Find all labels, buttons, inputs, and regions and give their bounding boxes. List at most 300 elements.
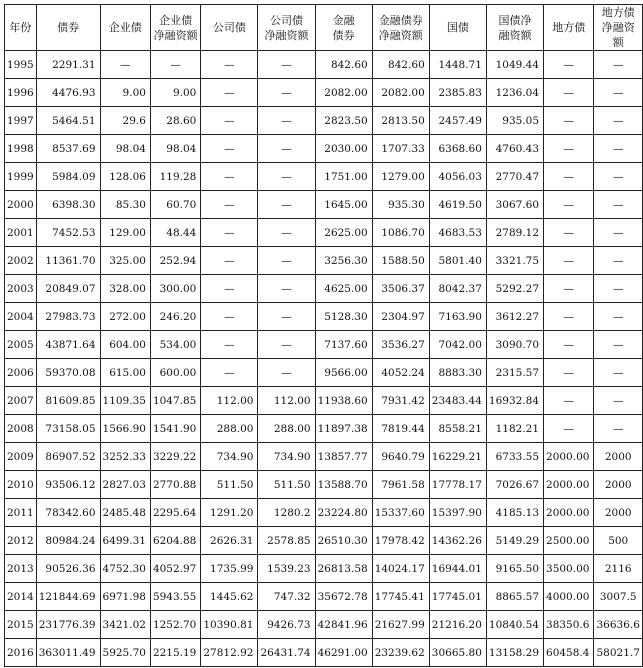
column-header-enterprise-bonds-net: 企业债 净融资额 — [150, 5, 200, 51]
table-cell: 3321.75 — [486, 247, 543, 275]
table-row — [5, 499, 643, 527]
table-cell: 78342.60 — [36, 499, 100, 527]
table-cell: — — [201, 79, 258, 107]
table-cell: 26813.58 — [315, 555, 372, 583]
table-row — [5, 415, 643, 443]
table-cell: 5984.09 — [36, 163, 100, 191]
year-cell: 2004 — [5, 303, 37, 331]
table-cell: 935.30 — [372, 191, 429, 219]
table-cell: 288.00 — [201, 415, 258, 443]
table-cell: 27983.73 — [36, 303, 100, 331]
table-cell: — — [594, 135, 643, 163]
column-header-treasury-bonds-net: 国债净 融资额 — [486, 5, 543, 51]
table-cell: 1236.04 — [486, 79, 543, 107]
table-cell: 2000 — [594, 443, 643, 471]
table-cell: 26431.74 — [258, 639, 315, 667]
year-cell: 2015 — [5, 611, 37, 639]
table-cell: — — [544, 51, 594, 79]
table-row — [5, 583, 643, 611]
table-cell: 2000.00 — [544, 499, 594, 527]
table-cell: 8558.21 — [429, 415, 486, 443]
table-cell: — — [544, 163, 594, 191]
table-cell: 2626.31 — [201, 527, 258, 555]
table-cell: 1539.23 — [258, 555, 315, 583]
table-cell: — — [201, 51, 258, 79]
table-cell: 8865.57 — [486, 583, 543, 611]
table-cell: 10390.81 — [201, 611, 258, 639]
table-cell: 7961.58 — [372, 471, 429, 499]
table-cell: — — [544, 359, 594, 387]
table-cell: 11361.70 — [36, 247, 100, 275]
table-cell: 86907.52 — [36, 443, 100, 471]
table-cell: 27812.92 — [201, 639, 258, 667]
table-cell: — — [544, 247, 594, 275]
column-header-financial-bonds-net: 金融债券 净融资额 — [372, 5, 429, 51]
table-cell: 15397.90 — [429, 499, 486, 527]
table-cell: 2116 — [594, 555, 643, 583]
table-cell: 11938.60 — [315, 387, 372, 415]
table-cell: 734.90 — [258, 443, 315, 471]
table-cell: 2457.49 — [429, 107, 486, 135]
table-cell: 23224.80 — [315, 499, 372, 527]
table-cell: 17745.41 — [372, 583, 429, 611]
table-cell: 5943.55 — [150, 583, 200, 611]
table-cell: 842.60 — [315, 51, 372, 79]
table-cell: — — [258, 359, 315, 387]
table-cell: 6499.31 — [100, 527, 150, 555]
table-cell: — — [594, 275, 643, 303]
table-cell: 10840.54 — [486, 611, 543, 639]
table-row — [5, 275, 643, 303]
table-cell: 9426.73 — [258, 611, 315, 639]
table-cell: 46291.00 — [315, 639, 372, 667]
table-cell: 4000.00 — [544, 583, 594, 611]
table-cell: 246.20 — [150, 303, 200, 331]
table-cell: — — [544, 387, 594, 415]
table-cell: 48.44 — [150, 219, 200, 247]
table-cell: 363011.49 — [36, 639, 100, 667]
table-cell: 20849.07 — [36, 275, 100, 303]
column-header-local-bonds-net: 地方债 净融资额 — [594, 5, 643, 51]
table-cell: 604.00 — [100, 331, 150, 359]
table-cell: 2000 — [594, 499, 643, 527]
table-cell: — — [544, 135, 594, 163]
table-cell: 17778.17 — [429, 471, 486, 499]
year-cell: 2010 — [5, 471, 37, 499]
year-cell: 2005 — [5, 331, 37, 359]
table-cell: 8042.37 — [429, 275, 486, 303]
table-cell: 2315.57 — [486, 359, 543, 387]
table-cell: 121844.69 — [36, 583, 100, 611]
table-cell: 1047.85 — [150, 387, 200, 415]
year-cell: 2014 — [5, 583, 37, 611]
table-cell: 1735.99 — [201, 555, 258, 583]
table-row — [5, 611, 643, 639]
table-cell: 4760.43 — [486, 135, 543, 163]
year-cell: 2013 — [5, 555, 37, 583]
table-cell: — — [594, 219, 643, 247]
table-cell: 129.00 — [100, 219, 150, 247]
table-cell: 5149.29 — [486, 527, 543, 555]
table-cell: — — [544, 331, 594, 359]
year-cell: 1997 — [5, 107, 37, 135]
year-cell: 2009 — [5, 443, 37, 471]
table-cell: 6733.55 — [486, 443, 543, 471]
table-row — [5, 219, 643, 247]
table-cell: 43871.64 — [36, 331, 100, 359]
table-cell: 1448.71 — [429, 51, 486, 79]
column-header-year: 年份 — [5, 5, 37, 51]
table-cell: 3007.5 — [594, 583, 643, 611]
table-cell: 935.05 — [486, 107, 543, 135]
table-cell: 9566.00 — [315, 359, 372, 387]
table-cell: — — [258, 303, 315, 331]
column-header-bonds: 债券 — [36, 5, 100, 51]
table-cell: 112.00 — [201, 387, 258, 415]
table-header — [5, 5, 643, 51]
table-cell: 7137.60 — [315, 331, 372, 359]
table-cell: 2625.00 — [315, 219, 372, 247]
table-cell: 7452.53 — [36, 219, 100, 247]
table-cell: 80984.24 — [36, 527, 100, 555]
table-cell: — — [258, 163, 315, 191]
table-cell: 3252.33 — [100, 443, 150, 471]
table-cell: 2295.64 — [150, 499, 200, 527]
table-cell: 500 — [594, 527, 643, 555]
year-cell: 2002 — [5, 247, 37, 275]
table-cell: 328.00 — [100, 275, 150, 303]
table-cell: 59370.08 — [36, 359, 100, 387]
table-row — [5, 303, 643, 331]
table-cell: 3421.02 — [100, 611, 150, 639]
table-cell: 9165.50 — [486, 555, 543, 583]
table-cell: — — [594, 247, 643, 275]
table-cell: 3506.37 — [372, 275, 429, 303]
table-cell: 93506.12 — [36, 471, 100, 499]
table-cell: 4683.53 — [429, 219, 486, 247]
table-cell: 2304.97 — [372, 303, 429, 331]
table-cell: 2827.03 — [100, 471, 150, 499]
column-header-corporate-bonds-net: 公司债 净融资额 — [258, 5, 315, 51]
year-cell: 1995 — [5, 51, 37, 79]
table-cell: 73158.05 — [36, 415, 100, 443]
table-cell: 98.04 — [150, 135, 200, 163]
table-cell: 28.60 — [150, 107, 200, 135]
bond-financing-table — [4, 4, 643, 667]
column-header-corporate-bonds: 公司债 — [201, 5, 258, 51]
table-cell: — — [258, 51, 315, 79]
table-cell: — — [201, 303, 258, 331]
table-cell: 58021.7 — [594, 639, 643, 667]
table-cell: 42841.96 — [315, 611, 372, 639]
table-cell: — — [258, 219, 315, 247]
table-cell: 1541.90 — [150, 415, 200, 443]
table-row — [5, 51, 643, 79]
table-cell: — — [594, 303, 643, 331]
table-cell: 2215.19 — [150, 639, 200, 667]
table-cell: 90526.36 — [36, 555, 100, 583]
table-cell: — — [544, 191, 594, 219]
table-row — [5, 191, 643, 219]
table-cell: 1279.00 — [372, 163, 429, 191]
table-cell: 13857.77 — [315, 443, 372, 471]
table-cell: 2500.00 — [544, 527, 594, 555]
table-row — [5, 79, 643, 107]
table-cell: 128.06 — [100, 163, 150, 191]
table-cell: 288.00 — [258, 415, 315, 443]
table-row — [5, 135, 643, 163]
table-cell: — — [201, 135, 258, 163]
table-row — [5, 471, 643, 499]
table-row — [5, 163, 643, 191]
table-cell: 1445.62 — [201, 583, 258, 611]
table-cell: — — [258, 135, 315, 163]
table-cell: — — [100, 51, 150, 79]
table-cell: 29.6 — [100, 107, 150, 135]
table-cell: 4056.03 — [429, 163, 486, 191]
table-cell: — — [201, 247, 258, 275]
table-cell: 85.30 — [100, 191, 150, 219]
table-cell: 3090.70 — [486, 331, 543, 359]
table-cell: 2823.50 — [315, 107, 372, 135]
table-cell: 1086.70 — [372, 219, 429, 247]
table-cell: 9.00 — [100, 79, 150, 107]
header-row — [5, 5, 643, 51]
table-cell: — — [258, 247, 315, 275]
column-header-local-bonds: 地方债 — [544, 5, 594, 51]
table-row — [5, 639, 643, 667]
year-cell: 2008 — [5, 415, 37, 443]
table-cell: — — [544, 303, 594, 331]
table-cell: 26510.30 — [315, 527, 372, 555]
year-cell: 2001 — [5, 219, 37, 247]
table-cell: — — [258, 107, 315, 135]
table-cell: — — [544, 107, 594, 135]
year-cell: 2003 — [5, 275, 37, 303]
table-cell: 9640.79 — [372, 443, 429, 471]
table-cell: 272.00 — [100, 303, 150, 331]
table-cell: 1280.2 — [258, 499, 315, 527]
table-cell: 3067.60 — [486, 191, 543, 219]
table-cell: 16229.21 — [429, 443, 486, 471]
table-cell: 17978.42 — [372, 527, 429, 555]
year-cell: 2006 — [5, 359, 37, 387]
table-cell: 2770.47 — [486, 163, 543, 191]
table-cell: 60458.4 — [544, 639, 594, 667]
table-cell: 231776.39 — [36, 611, 100, 639]
table-cell: 5292.27 — [486, 275, 543, 303]
column-header-financial-bonds: 金融 债券 — [315, 5, 372, 51]
table-cell: 6971.98 — [100, 583, 150, 611]
table-cell: 600.00 — [150, 359, 200, 387]
table-cell: 9.00 — [150, 79, 200, 107]
table-cell: — — [201, 275, 258, 303]
table-cell: 511.50 — [201, 471, 258, 499]
table-cell: 1751.00 — [315, 163, 372, 191]
table-cell: 15337.60 — [372, 499, 429, 527]
table-cell: 35672.78 — [315, 583, 372, 611]
table-cell: 2813.50 — [372, 107, 429, 135]
table-row — [5, 443, 643, 471]
table-cell: 112.00 — [258, 387, 315, 415]
table-cell: 2000 — [594, 471, 643, 499]
table-cell: — — [594, 331, 643, 359]
year-cell: 2007 — [5, 387, 37, 415]
table-cell: 4476.93 — [36, 79, 100, 107]
table-cell: 7026.67 — [486, 471, 543, 499]
table-cell: 2291.31 — [36, 51, 100, 79]
table-cell: 4625.00 — [315, 275, 372, 303]
year-cell: 1996 — [5, 79, 37, 107]
table-cell: 2082.00 — [315, 79, 372, 107]
year-cell: 2012 — [5, 527, 37, 555]
column-header-enterprise-bonds: 企业债 — [100, 5, 150, 51]
table-body — [5, 51, 643, 667]
table-cell: 21216.20 — [429, 611, 486, 639]
column-header-treasury-bonds: 国债 — [429, 5, 486, 51]
table-cell: — — [201, 359, 258, 387]
table-cell: — — [258, 79, 315, 107]
table-cell: — — [201, 191, 258, 219]
table-cell: — — [544, 79, 594, 107]
table-cell: 615.00 — [100, 359, 150, 387]
year-cell: 1998 — [5, 135, 37, 163]
table-cell: 6398.30 — [36, 191, 100, 219]
table-cell: 7819.44 — [372, 415, 429, 443]
table-cell: 1109.35 — [100, 387, 150, 415]
table-row — [5, 359, 643, 387]
table-cell: 3229.22 — [150, 443, 200, 471]
table-cell: 2082.00 — [372, 79, 429, 107]
table-cell: 23239.62 — [372, 639, 429, 667]
table-cell: 13158.29 — [486, 639, 543, 667]
table-cell: 5128.30 — [315, 303, 372, 331]
table-cell: 2000.00 — [544, 443, 594, 471]
table-cell: 119.28 — [150, 163, 200, 191]
table-cell: 8537.69 — [36, 135, 100, 163]
table-cell: 3536.27 — [372, 331, 429, 359]
table-cell: 16932.84 — [486, 387, 543, 415]
table-cell: 30665.80 — [429, 639, 486, 667]
table-cell: — — [258, 191, 315, 219]
table-cell: — — [258, 275, 315, 303]
table-cell: — — [594, 415, 643, 443]
year-cell: 2016 — [5, 639, 37, 667]
table-cell: — — [544, 219, 594, 247]
table-cell: 1252.70 — [150, 611, 200, 639]
table-cell: 3500.00 — [544, 555, 594, 583]
table-cell: 5801.40 — [429, 247, 486, 275]
table-cell: 7931.42 — [372, 387, 429, 415]
table-cell: 6368.60 — [429, 135, 486, 163]
table-cell: — — [201, 331, 258, 359]
table-cell: 11897.38 — [315, 415, 372, 443]
table-cell: 534.00 — [150, 331, 200, 359]
table-row — [5, 387, 643, 415]
table-cell: — — [258, 331, 315, 359]
table-cell: 17745.01 — [429, 583, 486, 611]
table-cell: 2485.48 — [100, 499, 150, 527]
table-row — [5, 527, 643, 555]
year-cell: 2000 — [5, 191, 37, 219]
table-cell: 1588.50 — [372, 247, 429, 275]
table-cell: 5464.51 — [36, 107, 100, 135]
table-cell: 1566.90 — [100, 415, 150, 443]
table-cell: 1182.21 — [486, 415, 543, 443]
table-cell: 325.00 — [100, 247, 150, 275]
table-cell: 5925.70 — [100, 639, 150, 667]
table-cell: — — [201, 163, 258, 191]
table-cell: 4052.97 — [150, 555, 200, 583]
table-cell: 300.00 — [150, 275, 200, 303]
table-cell: 14024.17 — [372, 555, 429, 583]
table-cell: 8883.30 — [429, 359, 486, 387]
table-cell: 6204.88 — [150, 527, 200, 555]
table-row — [5, 555, 643, 583]
table-cell: 21627.99 — [372, 611, 429, 639]
table-cell: 2030.00 — [315, 135, 372, 163]
table-cell: — — [594, 107, 643, 135]
table-cell: 4752.30 — [100, 555, 150, 583]
table-cell: 1291.20 — [201, 499, 258, 527]
table-cell: 3612.27 — [486, 303, 543, 331]
table-cell: 13588.70 — [315, 471, 372, 499]
table-cell: 252.94 — [150, 247, 200, 275]
table-cell: 2385.83 — [429, 79, 486, 107]
table-cell: — — [594, 51, 643, 79]
table-cell: 2000.00 — [544, 471, 594, 499]
table-cell: 4052.24 — [372, 359, 429, 387]
table-cell: 1049.44 — [486, 51, 543, 79]
table-cell: — — [594, 163, 643, 191]
year-cell: 1999 — [5, 163, 37, 191]
table-cell: — — [594, 359, 643, 387]
table-cell: 98.04 — [100, 135, 150, 163]
table-cell: 7042.00 — [429, 331, 486, 359]
table-cell: — — [150, 51, 200, 79]
table-cell: 23483.44 — [429, 387, 486, 415]
bond-table-wrapper — [4, 4, 643, 667]
table-cell: 4619.50 — [429, 191, 486, 219]
table-cell: 7163.90 — [429, 303, 486, 331]
table-row — [5, 331, 643, 359]
table-cell: 2770.88 — [150, 471, 200, 499]
table-cell: 2789.12 — [486, 219, 543, 247]
table-cell: 36636.6 — [594, 611, 643, 639]
year-cell: 2011 — [5, 499, 37, 527]
table-cell: 16944.01 — [429, 555, 486, 583]
table-cell: 842.60 — [372, 51, 429, 79]
table-cell: 60.70 — [150, 191, 200, 219]
table-row — [5, 107, 643, 135]
table-cell: — — [544, 415, 594, 443]
table-cell: 4185.13 — [486, 499, 543, 527]
table-cell: — — [201, 219, 258, 247]
table-cell: 81609.85 — [36, 387, 100, 415]
table-row — [5, 247, 643, 275]
table-cell: 3256.30 — [315, 247, 372, 275]
table-cell: — — [594, 387, 643, 415]
table-cell: 1707.33 — [372, 135, 429, 163]
table-cell: — — [201, 107, 258, 135]
table-cell: — — [594, 79, 643, 107]
table-cell: 14362.26 — [429, 527, 486, 555]
table-cell: — — [544, 275, 594, 303]
table-cell: — — [594, 191, 643, 219]
table-cell: 747.32 — [258, 583, 315, 611]
table-cell: 38350.6 — [544, 611, 594, 639]
table-cell: 1645.00 — [315, 191, 372, 219]
